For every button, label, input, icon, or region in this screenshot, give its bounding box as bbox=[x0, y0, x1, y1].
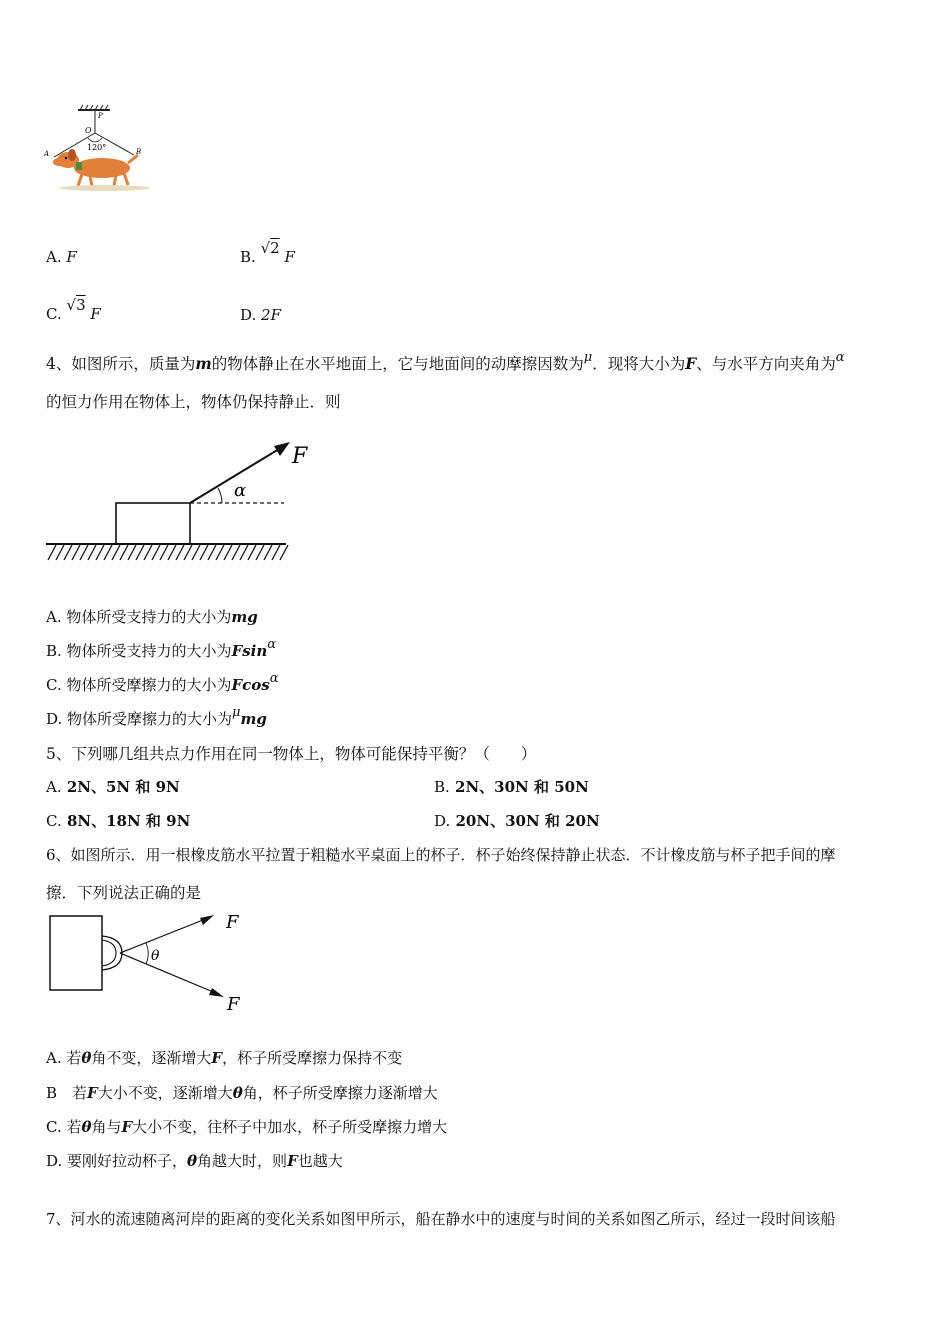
dog-figure bbox=[40, 100, 160, 195]
q3-option-d: D. 2F bbox=[240, 306, 281, 324]
force-f-top-label: F bbox=[226, 912, 239, 933]
q3-option-a: A. F bbox=[46, 248, 77, 266]
q6-stem-line1: 6、如图所示．用一根橡皮筋水平拉置于粗糙水平桌面上的杯子．杯子始终保持静止状态．不计橡皮筋与杯子把手间的摩 bbox=[46, 846, 836, 864]
ground-hatch bbox=[280, 545, 288, 560]
ground-hatch bbox=[104, 545, 112, 560]
ground-hatch bbox=[88, 545, 96, 560]
ground-hatch bbox=[128, 545, 136, 560]
ground-hatch bbox=[192, 545, 200, 560]
ground-hatch bbox=[248, 545, 256, 560]
ground-hatch bbox=[224, 545, 232, 560]
ground-hatch bbox=[256, 545, 264, 560]
label-angle: 120° bbox=[87, 143, 107, 152]
q5-stem: 5、下列哪几组共点力作用在同一物体上，物体可能保持平衡？（ ） bbox=[46, 745, 537, 763]
q3-option-c: C. √3 F bbox=[46, 296, 101, 323]
ground-hatch bbox=[80, 545, 88, 560]
q6-stem-line2: 擦．下列说法正确的是 bbox=[46, 884, 202, 902]
sqrt-2: √2 bbox=[260, 239, 280, 257]
q5-option-b: B. 2N、30N 和 50N bbox=[434, 778, 589, 796]
ground-hatch bbox=[208, 545, 216, 560]
ground-hatch bbox=[184, 545, 192, 560]
ground-hatch bbox=[240, 545, 248, 560]
cup-figure bbox=[46, 908, 256, 1020]
ground-hatch bbox=[56, 545, 64, 560]
ground-hatch bbox=[264, 545, 272, 560]
q4-stem-line2: 的恒力作用在物体上，物体仍保持静止．则 bbox=[46, 393, 341, 411]
sqrt-3: √3 bbox=[66, 296, 86, 314]
angle-alpha-label: α bbox=[234, 480, 247, 501]
ground-hatch bbox=[136, 545, 144, 560]
ground-hatch bbox=[144, 545, 152, 560]
ground-hatch bbox=[176, 545, 184, 560]
q5-option-d: D. 20N、30N 和 20N bbox=[434, 812, 600, 830]
q4-option-c: C. 物体所受摩擦力的大小为Fcosα bbox=[46, 671, 279, 694]
q6-option-b: B 若F大小不变，逐渐增大θ角，杯子所受摩擦力逐渐增大 bbox=[46, 1084, 438, 1102]
ground-hatch bbox=[152, 545, 160, 560]
q7-stem-line1: 7、河水的流速随离河岸的距离的变化关系如图甲所示，船在静水中的速度与时间的关系如图乙所示，经过一段时间该船 bbox=[46, 1210, 836, 1228]
q5-option-c: C. 8N、18N 和 9N bbox=[46, 812, 191, 830]
force-f-label: F bbox=[292, 444, 308, 469]
q6-option-a: A. 若θ角不变，逐渐增大F，杯子所受摩擦力保持不变 bbox=[46, 1049, 403, 1067]
q6-option-d: D. 要刚好拉动杯子，θ角越大时，则F也越大 bbox=[46, 1152, 343, 1170]
ground-hatch bbox=[200, 545, 208, 560]
block-force-figure bbox=[44, 436, 324, 566]
ground-hatch bbox=[232, 545, 240, 560]
label-a: A bbox=[44, 150, 50, 158]
ground-hatch bbox=[120, 545, 128, 560]
ground-hatch bbox=[168, 545, 176, 560]
q6-option-c: C. 若θ角与F大小不变，往杯子中加水，杯子所受摩擦力增大 bbox=[46, 1118, 448, 1136]
q5-option-a: A. 2N、5N 和 9N bbox=[46, 778, 180, 796]
q4-stem-line1: 4、如图所示，质量为m的物体静止在水平地面上，它与地面间的动摩擦因数为$^\mu$．现将大小为F、与水平方向夹角为$^\alpha$ bbox=[46, 350, 845, 373]
label-p: P bbox=[98, 112, 103, 120]
label-o: O bbox=[85, 126, 92, 135]
label-b: B bbox=[136, 148, 142, 156]
ground-hatch bbox=[160, 545, 168, 560]
q3-option-b: B. √2 F bbox=[240, 239, 295, 266]
ground-hatch bbox=[72, 545, 80, 560]
ground-hatch bbox=[272, 545, 280, 560]
ground-hatch bbox=[48, 545, 56, 560]
ground-hatch bbox=[64, 545, 72, 560]
ground-hatch bbox=[216, 545, 224, 560]
q4-option-d: D. 物体所受摩擦力的大小为μmg bbox=[46, 705, 267, 728]
q4-option-a: A. 物体所受支持力的大小为mg bbox=[46, 608, 258, 626]
force-f-bottom-label: F bbox=[227, 994, 240, 1015]
q4-option-b: B. 物体所受支持力的大小为Fsinα bbox=[46, 637, 277, 660]
angle-theta-label: θ bbox=[151, 948, 160, 964]
ground-hatch bbox=[96, 545, 104, 560]
ground-hatch bbox=[112, 545, 120, 560]
